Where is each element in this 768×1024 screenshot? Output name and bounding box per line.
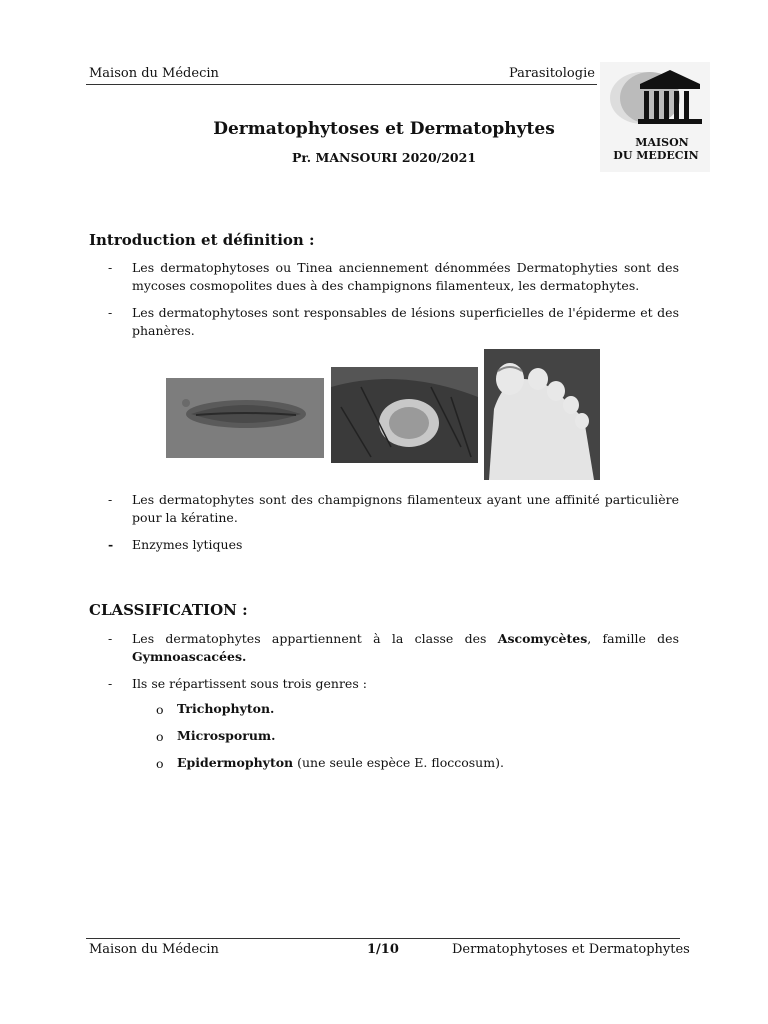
header-left: Maison du Médecin [89, 66, 219, 81]
intro-heading: Introduction et définition : [89, 231, 315, 249]
bullet-dash: - [108, 260, 113, 275]
scalp-photo [331, 367, 478, 463]
page-number: 1/10 [367, 942, 399, 957]
genus-item-1 [177, 701, 274, 716]
bullet-dash: - [108, 631, 113, 646]
logo-text-2: DU MEDECIN [613, 149, 699, 162]
footer-right: Dermatophytoses et Dermatophytes [452, 942, 690, 957]
b1-mid: , famille des [587, 631, 679, 646]
classification-heading: CLASSIFICATION : [89, 601, 248, 619]
genus-marker: o [156, 702, 164, 717]
bullet-dash: - [108, 676, 113, 691]
genus-name: Microsporum. [177, 728, 276, 743]
lips-photo [166, 378, 324, 458]
page-title: Dermatophytoses et Dermatophytes [213, 119, 555, 139]
ascomycetes-term: Ascomycètes [497, 631, 588, 646]
bullet-dash: - [108, 537, 114, 552]
genus-note: (une seule espèce E. floccosum). [293, 755, 504, 770]
footer-rule [86, 938, 680, 939]
intro-bullet-1-text: Les dermatophytoses ou Tinea anciennement dénommées Dermatophyties sont des mycoses cosmopolites dues à des champignons filamenteux, les dermatophytes. [132, 260, 679, 293]
bullet-dash: - [108, 305, 113, 320]
page-subtitle: Pr. MANSOURI 2020/2021 [291, 150, 477, 165]
footer-left: Maison du Médecin [89, 942, 219, 957]
genus-name: Epidermophyton [177, 755, 294, 770]
header-right: Parasitologie [509, 66, 595, 81]
intro-bullet-4-text: Enzymes lytiques [132, 537, 243, 552]
gymnoascacees-term: Gymnoascacées. [132, 649, 247, 664]
b1-pre: Les dermatophytes appartiennent à la classe des [132, 631, 498, 646]
genus-marker: o [156, 756, 164, 771]
genus-name: Trichophyton. [177, 701, 275, 716]
header-rule [86, 84, 597, 85]
intro-bullet-2-text: Les dermatophytoses sont responsables de lésions superficielles de l'épiderme et des phanères. [132, 305, 679, 338]
classification-bullet-1-text [132, 630, 679, 666]
classification-bullet-2-text: Ils se répartissent sous trois genres : [132, 676, 367, 691]
genus-item-2 [177, 728, 276, 743]
genus-marker: o [156, 729, 164, 744]
bullet-dash: - [108, 492, 113, 507]
genus-item-3 [177, 755, 504, 770]
foot-photo [484, 349, 600, 480]
intro-bullet-3-text: Les dermatophytes sont des champignons filamenteux ayant une affinité particulière pour la kératine. [132, 492, 679, 525]
logo-text-1: MAISON [635, 136, 689, 149]
